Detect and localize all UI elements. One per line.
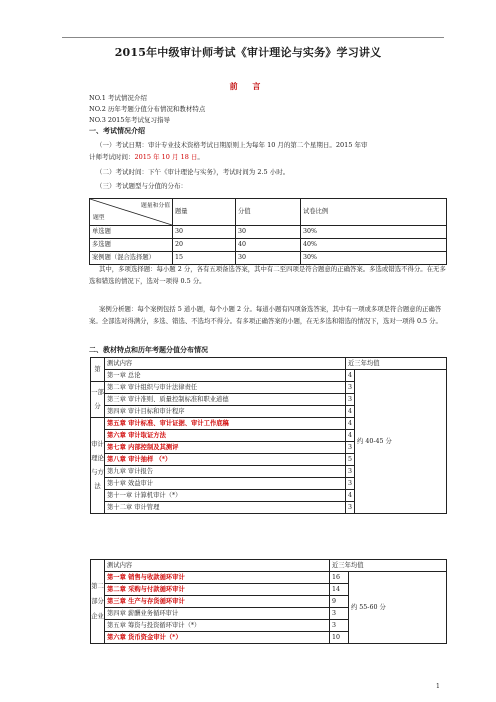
- side-label-part2: 第二部分企业: [91, 560, 105, 644]
- exam-date-suffix: 。: [197, 153, 204, 161]
- header-avg: 近三年均值: [330, 560, 447, 572]
- exam-date-highlight: 2015 年 10 月 18 日: [134, 153, 198, 161]
- cell-score: 40: [236, 239, 301, 252]
- table-row: [91, 572, 447, 584]
- range-cell: 约 55-60 分: [349, 572, 447, 644]
- diagonal-header-cell: [90, 199, 173, 226]
- cell-ratio: 30%: [301, 252, 447, 265]
- header-ratio: 试卷比例: [301, 199, 447, 226]
- chapter-name-highlight: 第六章 审计取证方法: [105, 430, 346, 442]
- side-label-topic: 审计理论与方法: [91, 418, 105, 514]
- table-row: [90, 252, 447, 265]
- chapter-name: 第四章 薪酬业务循环审计: [105, 608, 330, 620]
- side-label-first: 第: [91, 358, 105, 382]
- chapter-value: 10: [330, 632, 349, 644]
- page-title: 2015年中级审计师考试《审计理论与实务》学习讲义: [114, 46, 382, 59]
- diag-bottom-label: 题型: [93, 215, 105, 221]
- table-row: [90, 239, 447, 252]
- header-count: 题量: [173, 199, 236, 226]
- chapter-name-highlight: 第二章 采购与付款循环审计: [105, 584, 330, 596]
- header-avg: 近三年均值: [346, 358, 447, 370]
- chapter-value: 3: [346, 442, 355, 454]
- exam-date-line-2: [89, 152, 204, 162]
- cell-type: 案例题（混合选择题）: [90, 252, 173, 265]
- chapter-value: 5: [346, 454, 355, 466]
- chapter-name: 第十一章 计算机审计（*）: [105, 490, 346, 502]
- chapter-value: 4: [346, 490, 355, 502]
- chapter-name: 第五章 筹资与投资循环审计（*）: [105, 620, 330, 632]
- part2-chapter-table: [90, 559, 447, 644]
- chapter-value: 3: [346, 394, 355, 406]
- table-header-row: [91, 358, 447, 370]
- chapter-value: 4: [346, 430, 355, 442]
- chapter-value: 16: [330, 572, 349, 584]
- header-rule: [62, 37, 444, 38]
- chapter-name-highlight: 第七章 内部控制及其测评: [105, 442, 346, 454]
- exam-time-line: （二）考试时间：下午《审计理论与实务》，考试时间为 2.5 小时。: [96, 168, 290, 176]
- part1-chapter-table: [90, 357, 447, 514]
- section-heading-1: 一、考试情况介绍: [89, 126, 145, 135]
- chapter-value: 14: [330, 584, 349, 596]
- header-content: 测试内容: [105, 560, 330, 572]
- chapter-value: 3: [330, 608, 349, 620]
- toc-item-1: NO.1 考试情况介绍: [89, 94, 147, 102]
- header-content: 测试内容: [105, 358, 346, 370]
- chapter-name-highlight: 第五章 审计标准、审计证据、审计工作底稿: [105, 418, 346, 430]
- chapter-name-highlight: 第八章 审计抽样 （*）: [105, 454, 346, 466]
- toc-item-3: NO.3 2015年考试复习指导: [89, 116, 170, 124]
- table-header-row: [90, 199, 447, 226]
- cell-score: 30: [236, 226, 301, 239]
- cell-count: 15: [173, 252, 236, 265]
- chapter-value: 3: [330, 620, 349, 632]
- chapter-name-highlight: 第三章 生产与存货循环审计: [105, 596, 330, 608]
- cell-count: 30: [173, 226, 236, 239]
- range-cell: 约 40-45 分: [355, 370, 447, 514]
- chapter-name: 第三章 审计准则、质量控制标准和职业道德: [105, 394, 346, 406]
- toc-item-2: NO.2 历年考题分值分布情况和教材特点: [89, 105, 206, 113]
- chapter-value: 4: [346, 406, 355, 418]
- score-distribution-table: [89, 198, 447, 265]
- chapter-value: 4: [346, 370, 355, 382]
- section-heading-2: 二、教材特点和历年考题分值分布情况: [89, 345, 208, 354]
- chapter-name: 第一章 总论: [105, 370, 346, 382]
- table-header-row: [91, 560, 447, 572]
- chapter-name: 第九章 审计报告: [105, 466, 346, 478]
- foreword-heading: 前 言: [229, 81, 267, 91]
- chapter-name: 第四章 审计目标和审计程序: [105, 406, 346, 418]
- side-label-part: 一部分: [91, 382, 105, 418]
- exam-date-prefix: 计师考试时间：: [89, 153, 135, 161]
- chapter-value: 9: [330, 596, 349, 608]
- cell-count: 20: [173, 239, 236, 252]
- cell-ratio: 30%: [301, 226, 447, 239]
- chapter-value: 4: [346, 418, 355, 430]
- diag-top-label: 题量和分值: [141, 203, 170, 209]
- chapter-value: 3: [346, 478, 355, 490]
- table-row: [91, 370, 447, 382]
- chapter-name-highlight: 第六章 货币资金审计（*）: [105, 632, 330, 644]
- cell-type: 单选题: [90, 226, 173, 239]
- chapter-value: 3: [346, 502, 355, 514]
- chapter-name: 第十章 效益审计: [105, 478, 346, 490]
- cell-score: 30: [236, 252, 301, 265]
- chapter-value: 3: [346, 382, 355, 394]
- cell-type: 多选题: [90, 239, 173, 252]
- table-row: [90, 226, 447, 239]
- exam-date-line: （一）考试日期：审计专业技术资格考试日期原则上为每年 10 月的第二个星期日。2015 年审: [96, 141, 368, 149]
- chapter-name: 第十二章 审计管理: [105, 502, 346, 514]
- score-table-label: （三）考试题型与分值的分布：: [96, 182, 187, 190]
- chapter-name: 第二章 审计组织与审计法律责任: [105, 382, 346, 394]
- cell-ratio: 40%: [301, 239, 447, 252]
- page-number: 1: [436, 683, 440, 690]
- paragraph-multiple-choice: 其中，多项选择题：每小题 2 分，各有五项备选答案，其中有二至四项是符合题意的正确答案。多选或错选不得分。在无多选和错选的情况下，选对一项得 0.5 分。: [89, 265, 446, 285]
- chapter-name-highlight: 第一章 销售与收款循环审计: [105, 572, 330, 584]
- chapter-value: 3: [346, 466, 355, 478]
- header-score: 分值: [236, 199, 301, 226]
- paragraph-case-analysis: 案例分析题：每个案例包括 5 道小题，每个小题 2 分。每道小题有四项备选答案，其中有一项或多项是符合题意的正确答案。全部选对得满分，多选、错选、不选均不得分。有多项正确答案的小题，在无多选和错选的情况下，选对一项得 0.5 分。: [89, 305, 442, 325]
